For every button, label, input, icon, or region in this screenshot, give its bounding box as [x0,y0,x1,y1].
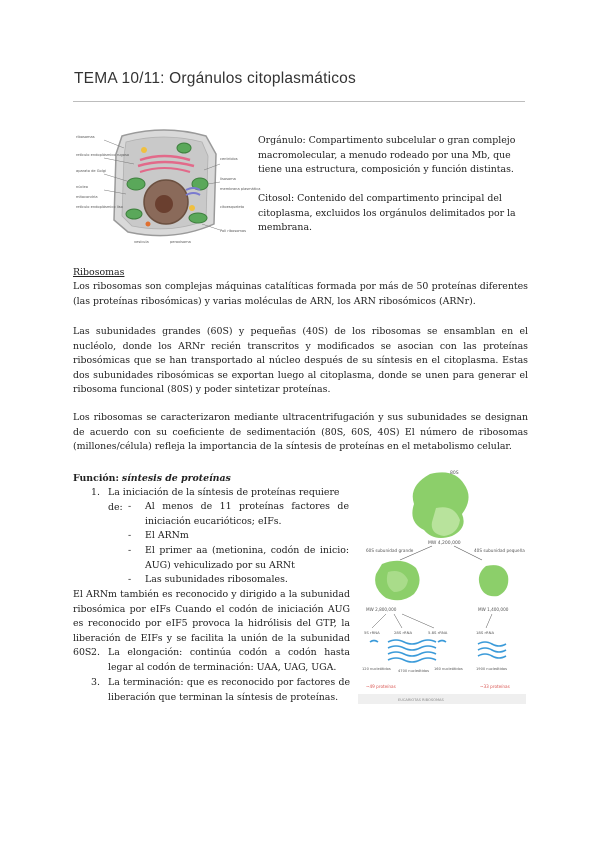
ribosome-label: 60S subunidad grande [366,548,414,553]
cell-diagram [74,124,261,246]
sub-item: Las subunidades ribosomales. [145,574,288,585]
sub-item: El primer aa (metionina, codón de inicio: AUG) vehiculizado por su ARNt [145,545,349,571]
cell-label: membrana plasmática [220,187,261,191]
ribosome-label: 80S [450,471,459,476]
cell-label: citoesqueleto [220,205,245,209]
ribosome-label: MW 1,400,000 [478,607,509,612]
list-number: 1. [91,487,100,498]
ribosome-label: 120 nucleótidos [362,667,391,671]
cell-label: núcleo [76,185,88,189]
cell-label: lisosoma [220,177,236,181]
ribosome-label: 18S rRNA [476,630,495,635]
funcion-paragraph: El ARNm también es reconocido y dirigido a la subunidad ribosómica por eIFs Cuando el codón de iniciación AUG es reconocido por eIF5 provoca la hidrólisis del GTP, la liberación de EIFs y se facilita la unión de la subunidad 60S [73,589,350,659]
ribosomas-paragraph-1: Los ribosomas son complejas máquinas catalíticas formada por más de 50 proteínas diferentes (las proteínas ribosómicas) y varias moléculas de ARN, los ARN ribosómicos (ARNr). [73,281,528,307]
sub-bullet: - [128,545,132,556]
definition-citosol: Citosol: Contenido del compartimento principal del citoplasma, excluidos los orgánulos delimitados por la membrana. [258,193,516,234]
cell-label: aparato de Golgi [76,169,107,173]
ribosome-label: MW 4,200,000 [428,541,461,546]
ribosomas-paragraph-2: Las subunidades grandes (60S) y pequeñas (40S) de los ribosomas se ensamblan en el nucléolo, donde los ARNr recién transcritos y modificados se asocian con las proteínas ribosómicas que se han transportado al núcleo después de su síntesis en el citoplasma. Estas dos subunidades ribosómicas se exportan luego al citoplasma, donde se unen para generar el ribosoma funcional (80S) y poder sintetizar proteínas. [73,326,528,396]
sub-bullet: - [128,530,132,541]
ribosome-label: 5.8S rRNA [428,630,448,635]
cell-label: ribosomas [76,135,95,139]
ribosome-label: ~33 proteínas [480,684,510,689]
section-heading-ribosomas: Ribosomas [73,267,125,278]
ribosomas-paragraph-3: Los ribosomas se caracterizaron mediante ultracentrifugación y sus subunidades se designan de acuerdo con su coeficiente de sedimentación (80S, 60S, 40S) El número de ribosomas (millones/célula) refleja la importancia de la síntesis de proteínas en el metabolismo celular. [73,412,528,453]
sub-bullet: - [128,501,132,512]
cell-label: retículo endoplásmico rugoso [76,153,130,157]
page-title: TEMA 10/11: Orgánulos citoplasmáticos [74,70,356,87]
ribosome-diagram [358,464,526,704]
cell-label: vesícula [134,240,149,244]
sub-item: El ARNm [145,530,189,541]
ribosome-label: 4700 nucleótidos [398,669,429,673]
ribosome-label: 160 nucleótidos [434,667,463,671]
ribosome-footer: EUCARIOTAS RIBOSOMAS [398,698,444,702]
cell-label: mitocondria [76,195,98,199]
section-heading-funcion [73,472,353,487]
cell-label: Poli ribosomas [220,229,246,233]
funcion-label: Función: [73,473,119,484]
sub-bullet: - [128,574,132,585]
ribosome-label: 28S rRNA [394,630,413,635]
ribosome-label: 40S subunidad pequeña [474,548,525,553]
list-item-3: La terminación: que es reconocido por factores de liberación que terminan la síntesis de proteínas. [108,677,350,703]
list-number: 3. [91,677,100,688]
ribosome-label: ~49 proteínas [366,684,396,689]
list-item-2: La elongación: continúa codón a codón hasta legar al codón de terminación: UAA, UAG, UGA. [108,647,350,673]
title-divider [73,101,525,102]
cell-label: peroxisoma [170,240,191,244]
funcion-title: síntesis de proteínas [121,473,231,484]
ribosome-label: 1900 nucleótidos [476,667,507,671]
sub-item: Al menos de 11 proteínas factores de iniciación eucarióticos; eIFs. [145,501,349,527]
cell-label: retículo endoplásmico liso [76,205,123,209]
ribosome-label: 5S rRNA [364,630,380,635]
list-number: 2. [91,647,100,658]
definition-organulo: Orgánulo: Compartimento subcelular o gran complejo macromolecular, a menudo rodeado por una Mb, que tiene una estructura, composición y función distintas. [258,135,516,176]
list-item-1: La iniciación de la síntesis de proteínas requiere de: [108,487,340,513]
cell-label: centríolos [220,157,238,161]
ribosome-label: MW 2,800,000 [366,607,397,612]
